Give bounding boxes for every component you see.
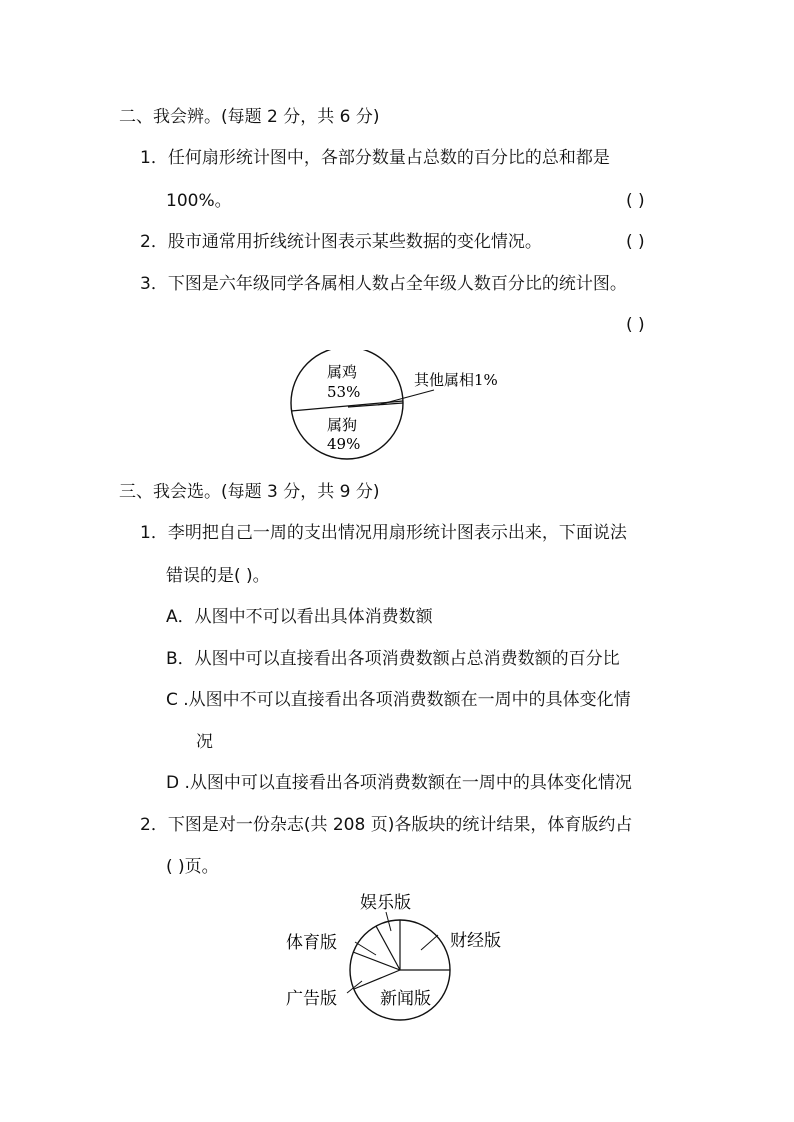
- pie2-divider-entertainment: [376, 926, 400, 970]
- magazine-pie-chart: [280, 885, 520, 1030]
- pie2-leader-sports: [355, 942, 376, 955]
- pie2-label-finance: 财经版: [450, 931, 501, 951]
- pie1-callout-leader: [378, 390, 434, 405]
- s3-q1-option-d[interactable]: D .从图中可以直接看出各项消费数额在一周中的具体变化情况: [166, 773, 632, 793]
- s2-q2: 2．股市通常用折线统计图表示某些数据的变化情况。: [140, 232, 542, 252]
- s3-q1-line1: 1．李明把自己一周的支出情况用扇形统计图表示出来，下面说法: [140, 523, 627, 543]
- zodiac-pie-chart: [280, 350, 520, 460]
- pie2-label-entertainment: 娱乐版: [360, 893, 411, 913]
- s2-q1-line1: 1．任何扇形统计图中，各部分数量占总数的百分比的总和都是: [140, 148, 610, 168]
- pie1-callout-label: 其他属相1%: [414, 371, 498, 389]
- s3-q1-line2: 错误的是( )。: [166, 566, 270, 586]
- pie2-label-ads: 广告版: [286, 989, 337, 1009]
- s2-q1-line2: 100%。: [166, 191, 232, 211]
- s3-q1-option-b[interactable]: B．从图中可以直接看出各项消费数额占总消费数额的百分比: [166, 649, 620, 669]
- s3-q1-option-a[interactable]: A．从图中不可以看出具体消费数额: [166, 607, 433, 627]
- s2-q3-answer-paren[interactable]: ( ): [626, 315, 645, 335]
- s3-q1-option-c-line2[interactable]: 况: [196, 732, 213, 752]
- s2-q1-answer-paren[interactable]: ( ): [626, 191, 645, 211]
- s2-q2-answer-paren[interactable]: ( ): [626, 232, 645, 252]
- pie1-label-rooster: 属鸡: [327, 363, 358, 381]
- pie2-leader-finance: [421, 935, 438, 950]
- pie1-label-dog: 属狗: [327, 416, 358, 434]
- pie2-divider-ads: [354, 970, 400, 989]
- pie1-pct-dog: 49%: [327, 435, 361, 453]
- s3-q2-line1: 2．下图是对一份杂志(共 208 页)各版块的统计结果，体育版约占: [140, 815, 633, 835]
- s2-q3: 3．下图是六年级同学各属相人数占全年级人数百分比的统计图。: [140, 274, 627, 294]
- pie2-label-sports: 体育版: [286, 933, 337, 953]
- section3-heading: 三、我会选。(每题 3 分，共 9 分): [119, 482, 380, 502]
- s3-q1-option-c-line1[interactable]: C .从图中不可以直接看出各项消费数额在一周中的具体变化情: [166, 690, 631, 710]
- s3-q2-line2: ( )页。: [166, 857, 219, 877]
- section2-heading: 二、我会辨。(每题 2 分，共 6 分): [119, 107, 380, 127]
- pie2-label-news: 新闻版: [380, 989, 431, 1009]
- pie1-pct-rooster: 53%: [327, 383, 361, 401]
- pie2-divider-sports: [353, 952, 400, 970]
